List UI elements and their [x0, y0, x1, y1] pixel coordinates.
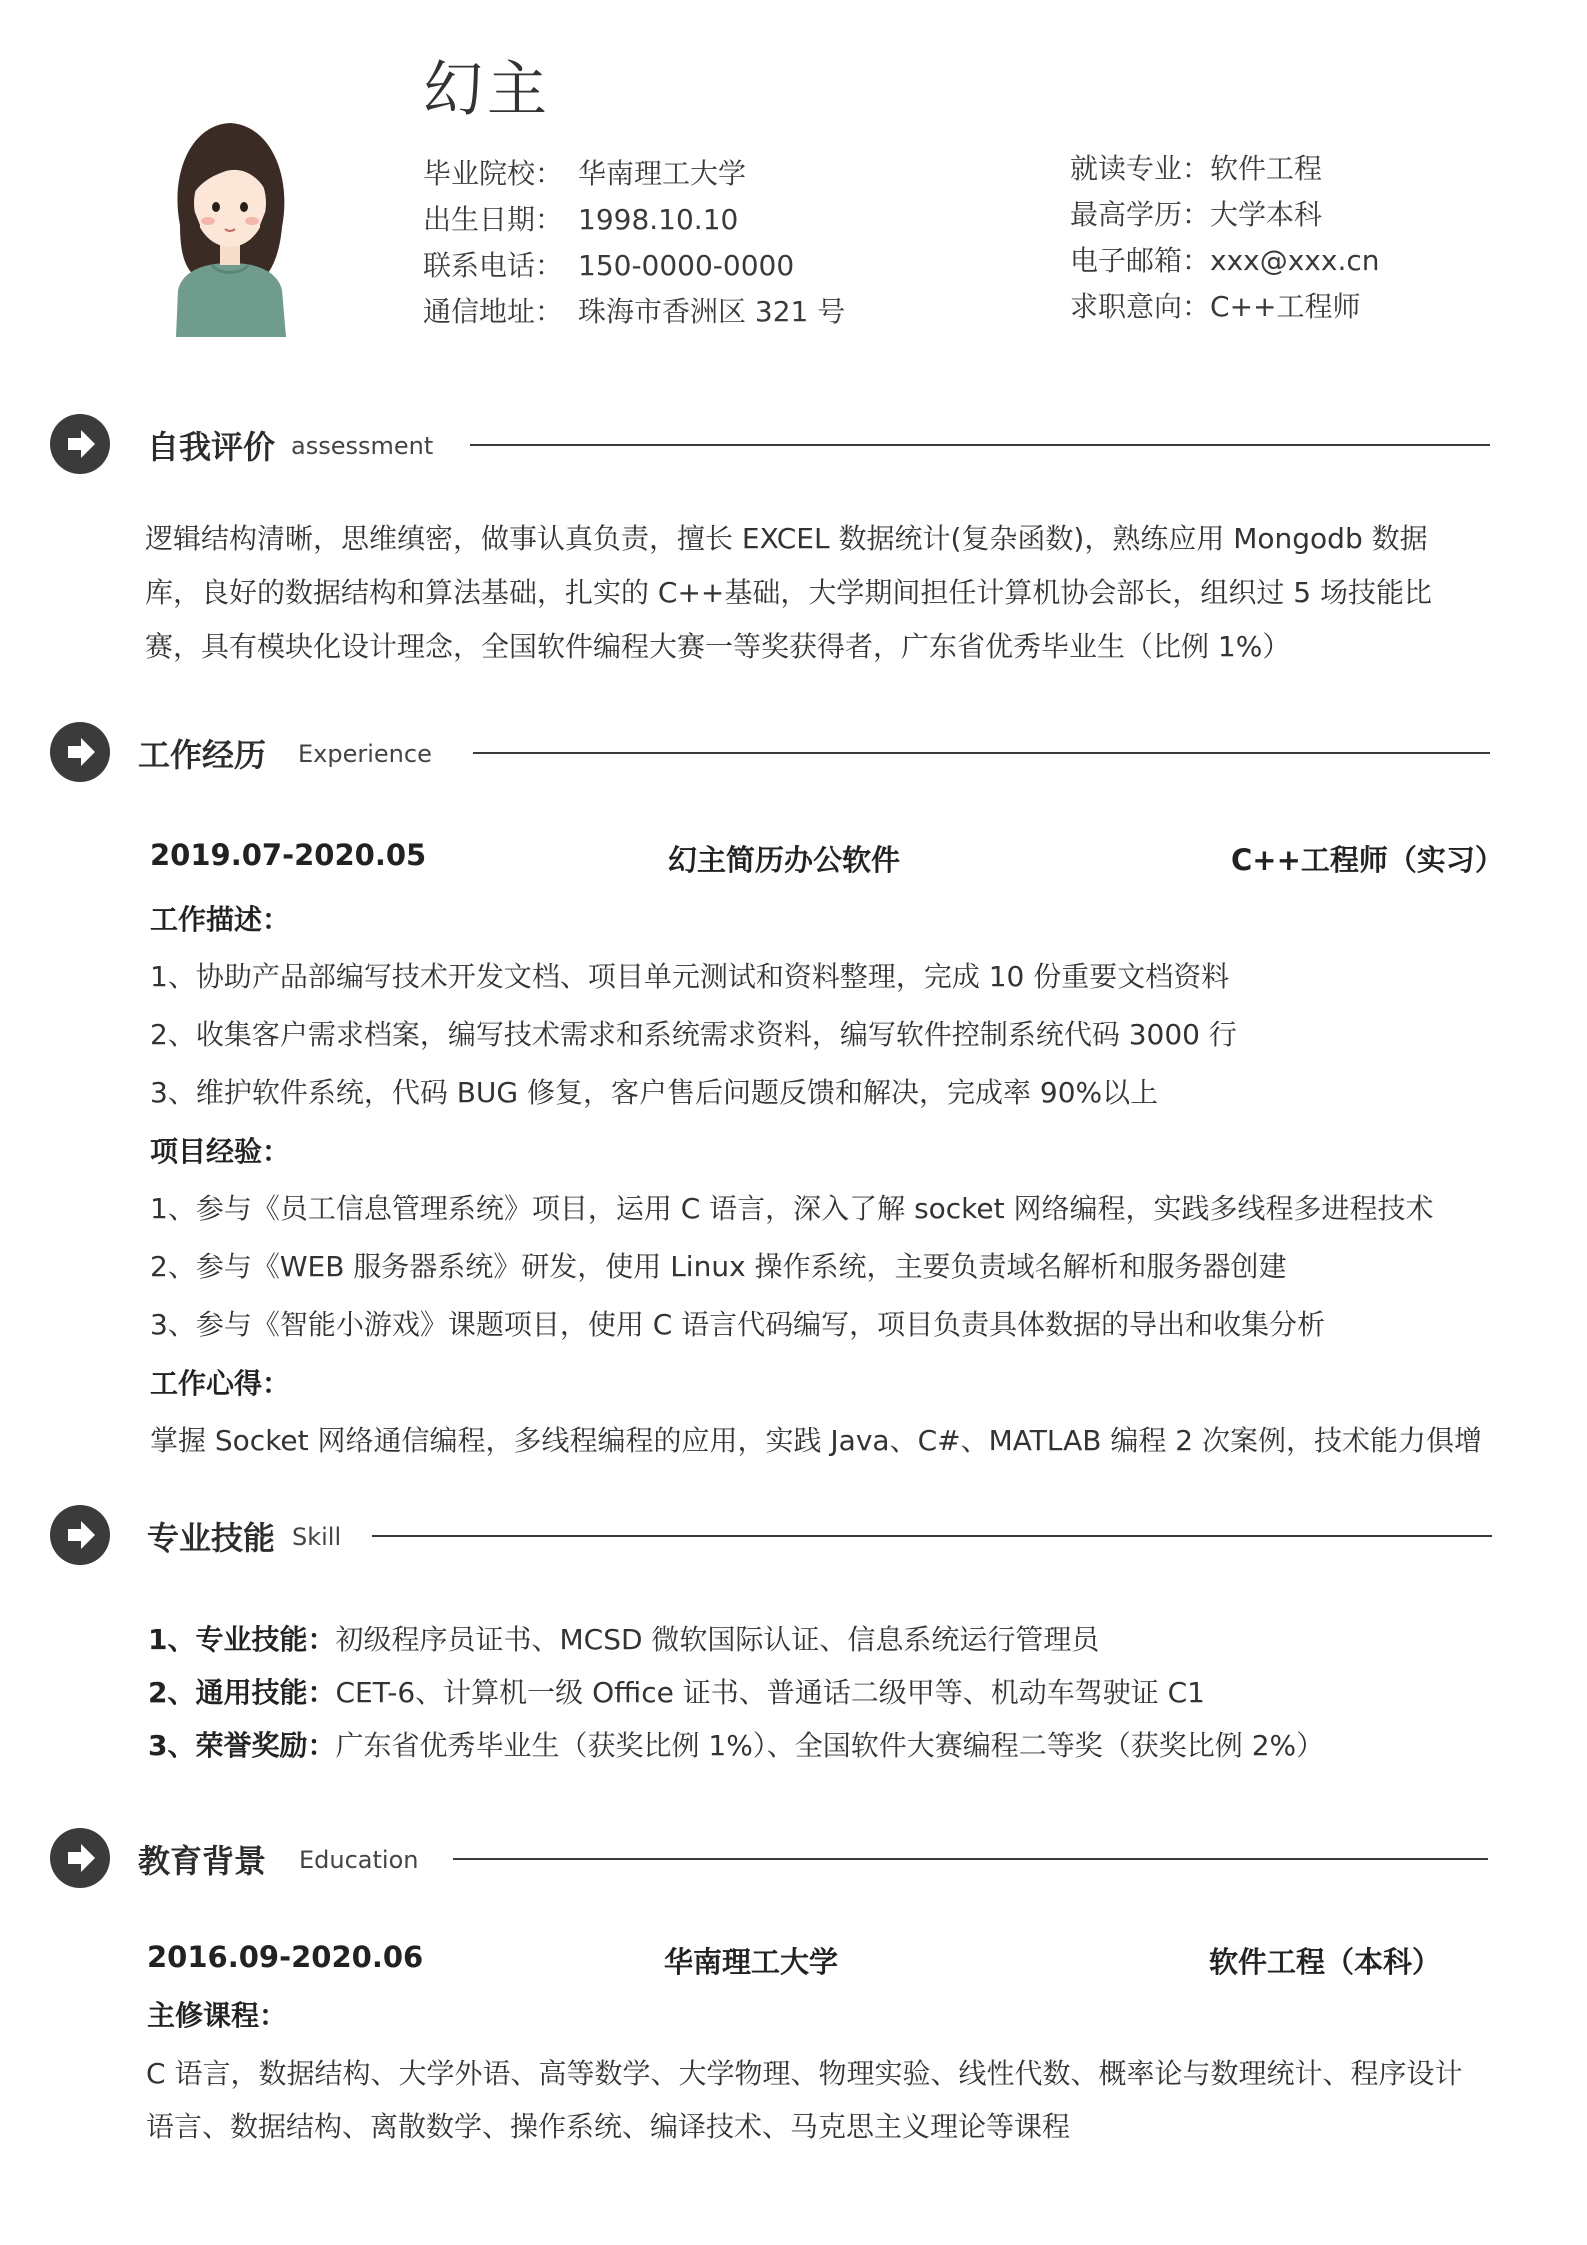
arrow-right-icon [50, 722, 110, 782]
info-value-degree: 大学本科 [1210, 198, 1323, 231]
education-major: 软件工程（本科） [1209, 1945, 1442, 1979]
section-title: 工作经历 [138, 736, 267, 774]
section-header-education [50, 1828, 1490, 1888]
project-item: 1、参与《员工信息管理系统》项目，运用 C 语言，深入了解 socket 网络编程，实践多线程多进程技术 [150, 1192, 1434, 1225]
section-title: 教育背景 [138, 1842, 267, 1880]
job-company: 幻主简历办公软件 [668, 843, 901, 877]
arrow-right-icon [50, 1828, 110, 1888]
job-role: C++工程师（实习） [1231, 843, 1504, 877]
assessment-line: 逻辑结构清晰，思维缜密，做事认真负责，擅长 EXCEL 数据统计(复杂函数)，熟练应用 Mongodb 数据 [145, 522, 1428, 555]
assessment-line: 赛，具有模块化设计理念，全国软件编程大赛一等奖获得者，广东省优秀毕业生（比例 1%） [145, 630, 1291, 663]
section-subtitle: Experience [298, 740, 432, 768]
work-description-label: 工作描述： [150, 903, 291, 936]
skill-label: 2、通用技能： [148, 1676, 336, 1709]
personal-info-right [1070, 146, 1379, 330]
skill-label: 1、专业技能： [148, 1623, 336, 1656]
work-description-item: 1、协助产品部编写技术开发文档、项目单元测试和资料整理，完成 10 份重要文档资料 [150, 960, 1230, 993]
job-header [150, 838, 1504, 878]
info-value-major: 软件工程 [1210, 152, 1323, 185]
education-date: 2016.09-2020.06 [147, 1940, 424, 1974]
info-label: 联系电话： [423, 249, 564, 282]
skill-item [148, 1671, 1205, 1711]
info-label: 毕业院校： [423, 157, 564, 190]
info-value-address: 珠海市香洲区 321 号 [578, 295, 846, 328]
info-value-objective: C++工程师 [1210, 290, 1361, 323]
project-item: 3、参与《智能小游戏》课题项目，使用 C 语言代码编写，项目负责具体数据的导出和收集分析 [150, 1308, 1326, 1341]
skill-text: CET-6、计算机一级 Office 证书、普通话二级甲等、机动车驾驶证 C1 [335, 1676, 1205, 1709]
section-divider [470, 444, 1490, 446]
skill-item [148, 1724, 1324, 1764]
avatar [170, 115, 290, 337]
skill-text: 广东省优秀毕业生（获奖比例 1%）、全国软件大赛编程二等奖（获奖比例 2%） [335, 1729, 1325, 1762]
work-description-item: 2、收集客户需求档案，编写技术需求和系统需求资料，编写软件控制系统代码 3000 行 [150, 1018, 1237, 1051]
section-title: 自我评价 [147, 428, 276, 466]
skill-label: 3、荣誉奖励： [148, 1729, 336, 1762]
courses-line: C 语言，数据结构、大学外语、高等数学、大学物理、物理实验、线性代数、概率论与数理统计、程序设计 [146, 2057, 1463, 2090]
education-header [147, 1940, 1477, 1980]
skill-text: 初级程序员证书、MCSD 微软国际认证、信息系统运行管理员 [335, 1623, 1100, 1656]
arrow-right-icon [50, 1505, 110, 1565]
section-subtitle: Education [299, 1846, 419, 1874]
section-header-experience [50, 722, 1490, 782]
section-divider [473, 752, 1490, 754]
section-header-assessment [50, 414, 1490, 474]
section-subtitle: assessment [291, 432, 434, 460]
info-label: 就读专业： [1070, 152, 1211, 185]
section-title: 专业技能 [147, 1519, 276, 1557]
info-label: 最高学历： [1070, 198, 1211, 231]
work-gain-text: 掌握 Socket 网络通信编程，多线程编程的应用，实践 Java、C#、MATLAB 编程 2 次案例，技术能力俱增 [150, 1424, 1482, 1457]
courses-label: 主修课程： [147, 1999, 288, 2032]
personal-info-left [423, 151, 845, 335]
info-value-phone: 150-0000-0000 [578, 249, 795, 282]
info-label: 出生日期： [423, 203, 564, 236]
info-value-birthdate: 1998.10.10 [578, 203, 739, 236]
project-experience-label: 项目经验： [150, 1135, 291, 1168]
courses-line: 语言、数据结构、离散数学、操作系统、编译技术、马克思主义理论等课程 [146, 2110, 1071, 2143]
assessment-text [145, 512, 1465, 674]
section-subtitle: Skill [292, 1523, 342, 1551]
candidate-name: 幻主 [423, 55, 551, 125]
info-value-school: 华南理工大学 [578, 157, 747, 190]
work-description-item: 3、维护软件系统，代码 BUG 修复，客户售后问题反馈和解决，完成率 90%以上 [150, 1076, 1159, 1109]
section-divider [453, 1858, 1488, 1860]
project-item: 2、参与《WEB 服务器系统》研发，使用 Linux 操作系统，主要负责域名解析和服务器创建 [150, 1250, 1287, 1283]
assessment-line: 库，良好的数据结构和算法基础，扎实的 C++基础，大学期间担任计算机协会部长，组织过 5 场技能比 [145, 576, 1432, 609]
section-divider [372, 1535, 1492, 1537]
info-value-email: xxx@xxx.cn [1210, 244, 1380, 277]
skill-item [148, 1618, 1099, 1658]
job-date: 2019.07-2020.05 [150, 838, 427, 872]
arrow-right-icon [50, 414, 110, 474]
section-header-skill [50, 1505, 1490, 1565]
info-label: 通信地址： [423, 295, 564, 328]
info-label: 电子邮箱： [1070, 244, 1211, 277]
education-school: 华南理工大学 [664, 1945, 839, 1979]
info-label: 求职意向： [1070, 290, 1211, 323]
work-gain-label: 工作心得： [150, 1367, 291, 1400]
